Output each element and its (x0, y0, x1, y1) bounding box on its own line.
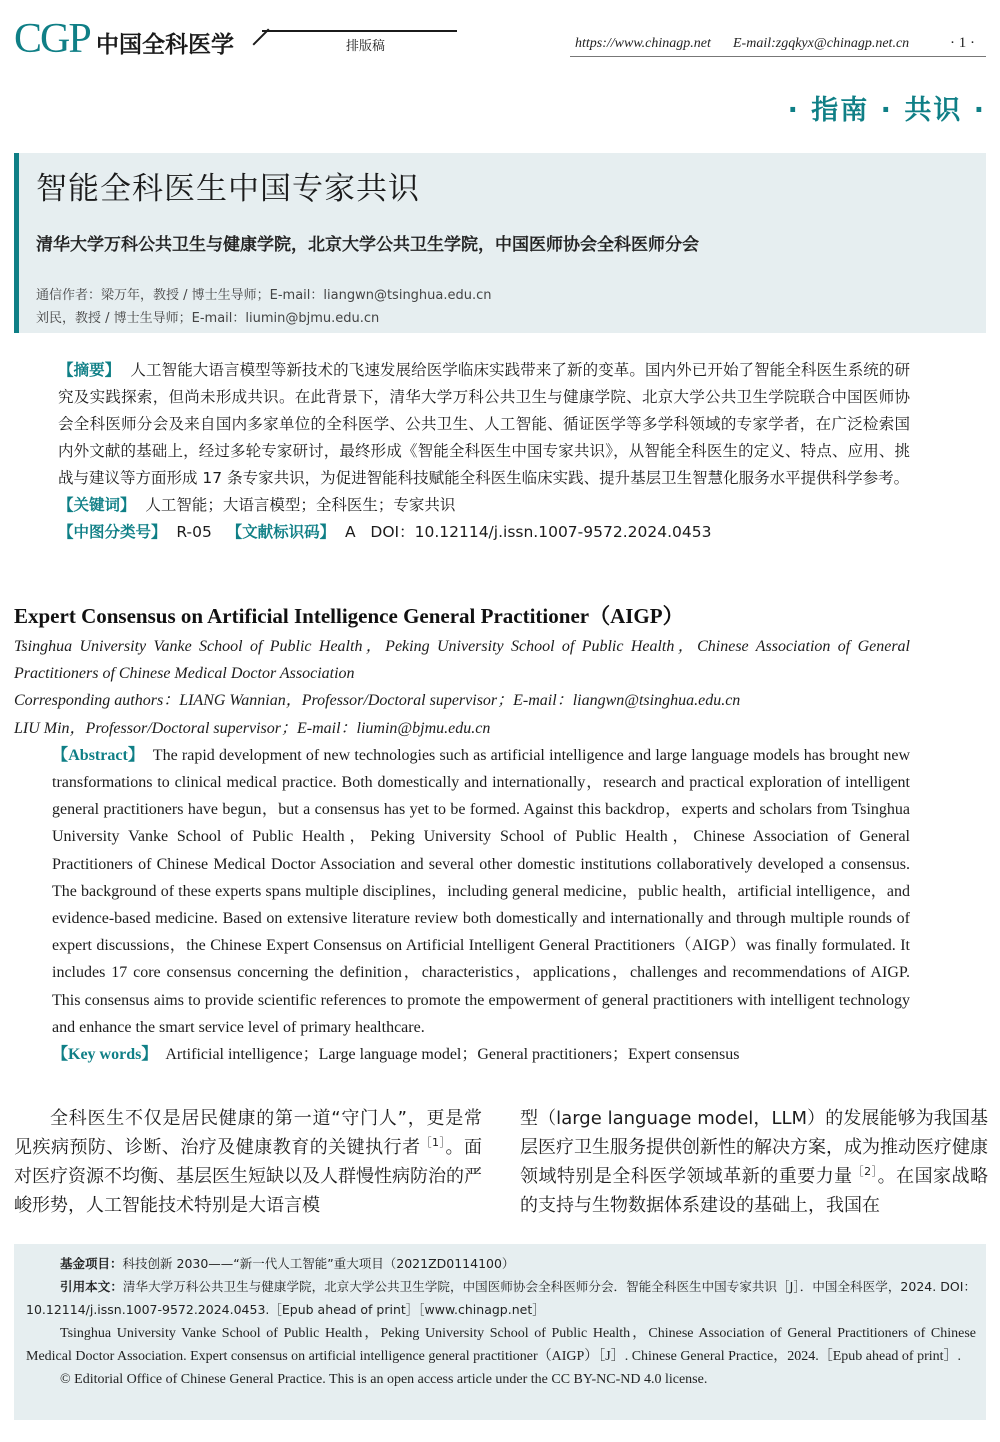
header-rule (570, 56, 986, 57)
abstract-cn-text: 人工智能大语言模型等新技术的飞速发展给医学临床实践带来了新的变革。国内外已开始了智能全科医生系统的研究及实践探索，但尚未形成共识。在此背景下，清华大学万科公共卫生与健康学院、北京大学公共卫生学院联合中国医师协会全科医师分会及来自国内多家单位的全科医学、公共卫生、人工智能、循证医学等多学科领域的专家学者，在广泛检索国内外文献的基础上，经过多轮专家研讨，最终形成《智能全科医生中国专家共识》，从智能全科医生的定义、特点、应用、挑战与建议等方面形成 17 条专家共识，为促进智能科技赋能全科医生临床实践、提升基层卫生智慧化服务水平提供科学参考。 (58, 361, 910, 487)
footer-notes (26, 1252, 976, 1391)
abstract-cn (14, 357, 910, 546)
body-column-right (520, 1104, 988, 1220)
abstract-cn-label: 【摘要】 (58, 361, 121, 379)
reference-2[interactable]: ［2］ (852, 1165, 878, 1178)
section-tag: · 指南 · 共识 · (787, 95, 986, 126)
corresponding-author-2: 刘民，教授 / 博士生导师；E-mail：liumin@bjmu.edu.cn (36, 311, 380, 326)
keywords-cn: 人工智能；大语言模型；全科医生；专家共识 (145, 496, 456, 514)
article-authors: 清华大学万科公共卫生与健康学院，北京大学公共卫生学院，中国医师协会全科医师分会 (36, 235, 699, 255)
body-right-text-b: 。在国家战略的支持与生物数据体系建设的基础上，我国在 (520, 1166, 989, 1216)
cite-en: Tsinghua University Vanke School of Public Health，Peking University School of Public Health，Chinese Association of General Practitioners of Chinese Medical Doctor Association. Expert consensus on artificial intelligence general practitioner（AIGP）［J］. Chinese General Practice，2024.［Epub ahead of print］. (26, 1325, 976, 1364)
keywords-en: Artificial intelligence；Large language model；General practitioners；Expert consensus (165, 1046, 740, 1064)
license-notice: © Editorial Office of Chinese General Practice. This is an open access article under the CC BY-NC-ND 4.0 license. (60, 1372, 708, 1388)
cite-cn: 清华大学万科公共卫生与健康学院，北京大学公共卫生学院，中国医师协会全科医师分会．智能全科医生中国专家共识［J］．中国全科医学，2024. DOI：10.12114/j.issn.1007-9572.2024.0453.［Epub ahead of print］［www.chinagp.net］ (26, 1279, 976, 1318)
abstract-en-label: 【Abstract】 (52, 746, 145, 764)
journal-name: 中国全科医学 (96, 32, 234, 58)
article-title: 智能全科医生中国专家共识 (36, 171, 420, 207)
abstract-en-text: The rapid development of new technologies such as artificial intelligence and large language models has brought new transformations to clinical medical practice. Both domestically and internationally，research and practical exploration of intelligent general practitioners have begun，but a consensus has yet to be formed. Against this backdrop，experts and scholars from Tsinghua University Vanke School of Public Health，Peking University School of Public Health，Chinese Association of General Practitioners of Chinese Medical Doctor Association and several other domestic institutions collaboratively developed a consensus. The background of these experts spans multiple disciplines，including general medicine，public health，artificial intelligence，and evidence-based medicine. Based on extensive literature review both domestically and internationally and through multiple rounds of expert discussions，the Chinese Expert Consensus on Artificial Intelligent General Practitioners（AIGP）was finally formulated. It includes 17 core consensus concerning the definition，characteristics，applications，challenges and recommendations of AIGP. This consensus aims to provide scientific references to promote the empowerment of general practitioners with intelligent technology and enhance the smart service level of primary healthcare. (52, 746, 911, 1036)
body-left-text-b: 。面对医疗资源不均衡、基层医生短缺以及人群慢性病防治的严峻形势，人工智能技术特别是大语言模 (14, 1137, 483, 1216)
clc-code: R-05 (176, 523, 212, 541)
body-column-left (14, 1104, 482, 1220)
keywords-cn-label: 【关键词】 (58, 496, 136, 514)
english-corresponding-1: Corresponding authors：LIANG Wannian，Professor/Doctoral supervisor；E-mail：liangwn@tsinghua.edu.cn (14, 692, 741, 710)
cite-label: 引用本文： (60, 1279, 123, 1295)
english-title: Expert Consensus on Artificial Intelligence General Practitioner（AIGP） (14, 604, 684, 628)
journal-url-link[interactable]: https://www.chinagp.net (575, 36, 711, 51)
english-affiliations: Tsinghua University Vanke School of Public Health，Peking University School of Public Health，Chinese Association of General Practitioners of Chinese Medical Doctor Association (14, 638, 910, 683)
english-corresponding-2: LIU Min，Professor/Doctoral supervisor；E-mail：liumin@bjmu.edu.cn (14, 719, 491, 737)
journal-email-link[interactable]: E-mail:zgqkyx@chinagp.net.cn (733, 36, 910, 51)
page-number: · 1 · (950, 35, 975, 51)
reference-1[interactable]: ［1］ (420, 1136, 446, 1149)
body-left-text-a: 全科医生不仅是居民健康的第一道“守门人”，更是常见疾病预防、诊断、治疗及健康教育的关键执行者 (14, 1108, 482, 1158)
abstract-en (14, 633, 910, 1068)
doc-code-label: 【文献标识码】 (226, 523, 336, 541)
clc-label: 【中图分类号】 (58, 523, 167, 541)
fund-text: 科技创新 2030——“新一代人工智能”重大项目（2021ZD0114100） (122, 1256, 515, 1271)
doc-code: A (345, 523, 356, 541)
body-right-text-a: 型（large language model，LLM）的发展能够为我国基层医疗卫生服务提供创新性的解决方案，成为推动医疗健康领域特别是全科医学领域革新的重要力量 (520, 1108, 988, 1187)
typeset-label: 排版稿 (346, 39, 386, 54)
journal-logo: CGP (14, 16, 90, 62)
corresponding-author-1: 通信作者：梁万年，教授 / 博士生导师；E-mail：liangwn@tsinghua.edu.cn (36, 288, 492, 303)
header-divider-line (262, 30, 457, 32)
doi: DOI：10.12114/j.issn.1007-9572.2024.0453 (370, 523, 712, 541)
fund-label: 基金项目： (60, 1256, 123, 1271)
keywords-en-label: 【Key words】 (52, 1046, 158, 1064)
